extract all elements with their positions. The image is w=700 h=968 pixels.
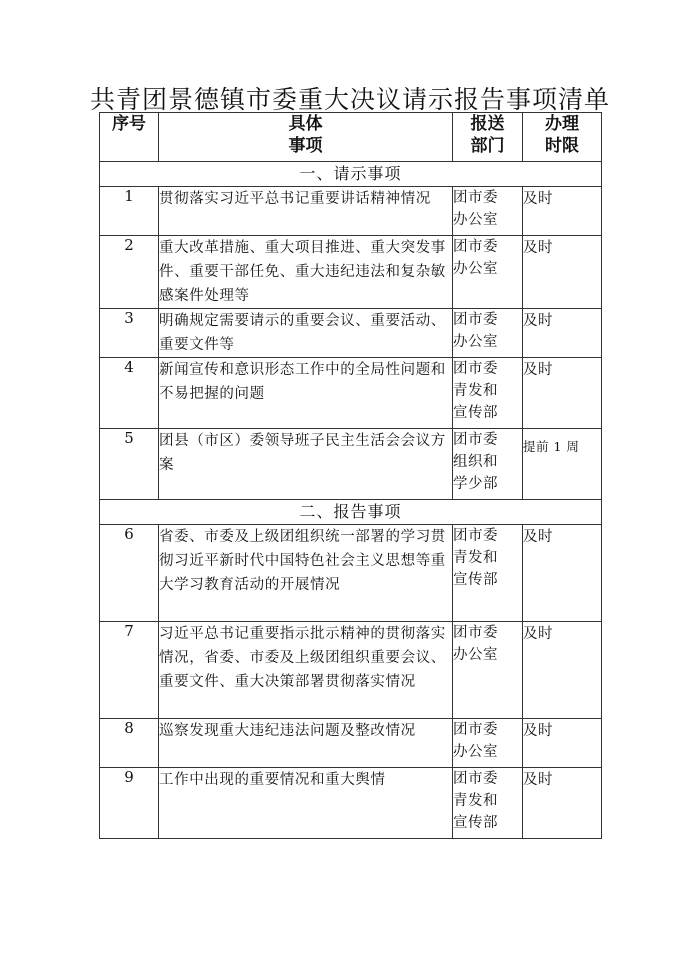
header-limit-line2: 时限 [545, 136, 579, 156]
row-dept-line: 青发和 [453, 550, 498, 566]
row-dept-line: 办公室 [453, 744, 498, 760]
table-row [100, 719, 602, 768]
header-limit-line1: 办理 [545, 114, 579, 134]
row-dept-line: 团市委 [453, 312, 498, 328]
row-dept-line: 青发和 [453, 793, 498, 809]
row-dept-line: 团市委 [453, 239, 498, 255]
table-row [100, 622, 602, 719]
header-no: 序号 [100, 113, 159, 162]
row-number: 9 [100, 768, 159, 839]
row-limit: 及时 [523, 768, 602, 839]
header-item-line2: 事项 [288, 136, 323, 156]
table-row [100, 358, 602, 429]
header-limit [523, 113, 602, 162]
header-dept-line1: 报送 [470, 114, 505, 134]
row-limit: 及时 [523, 236, 602, 309]
row-dept [453, 309, 523, 358]
row-dept [453, 429, 523, 500]
row-dept-line: 学少部 [453, 476, 498, 492]
row-item: 贯彻落实习近平总书记重要讲话精神情况 [159, 187, 453, 236]
row-number: 3 [100, 309, 159, 358]
row-number: 6 [100, 525, 159, 622]
row-item: 习近平总书记重要指示批示精神的贯彻落实情况，省委、市委及上级团组织重要会议、重要文件、重大决策部署贯彻落实情况 [159, 622, 453, 719]
row-item: 省委、市委及上级团组织统一部署的学习贯彻习近平新时代中国特色社会主义思想等重大学习教育活动的开展情况 [159, 525, 453, 622]
row-dept-line: 青发和 [453, 383, 498, 399]
table-row [100, 309, 602, 358]
row-limit: 及时 [523, 622, 602, 719]
row-limit: 及时 [523, 358, 602, 429]
row-dept-line: 办公室 [453, 334, 498, 350]
table-row [100, 187, 602, 236]
row-dept-line: 团市委 [453, 361, 498, 377]
row-dept [453, 768, 523, 839]
row-item: 重大改革措施、重大项目推进、重大突发事件、重要干部任免、重大违纪违法和复杂敏感案件处理等 [159, 236, 453, 309]
row-dept-line: 团市委 [453, 722, 498, 738]
row-dept-line: 宣传部 [453, 405, 498, 421]
row-dept [453, 525, 523, 622]
table-row [100, 525, 602, 622]
row-dept-line: 办公室 [453, 212, 498, 228]
row-dept [453, 719, 523, 768]
header-item [159, 113, 453, 162]
row-limit: 及时 [523, 187, 602, 236]
row-dept-line: 团市委 [453, 771, 498, 787]
row-dept-line: 团市委 [453, 625, 498, 641]
row-item: 工作中出现的重要情况和重大舆情 [159, 768, 453, 839]
matter-list-table [99, 112, 602, 839]
row-dept [453, 187, 523, 236]
row-limit: 及时 [523, 719, 602, 768]
row-dept [453, 622, 523, 719]
row-dept-line: 团市委 [453, 190, 498, 206]
table-row [100, 236, 602, 309]
row-number: 7 [100, 622, 159, 719]
table-row [100, 768, 602, 839]
header-row [100, 113, 602, 162]
header-item-line1: 具体 [288, 114, 323, 134]
row-number: 8 [100, 719, 159, 768]
table-row [100, 429, 602, 500]
row-dept-line: 团市委 [453, 432, 498, 448]
header-dept-line2: 部门 [470, 136, 505, 156]
table-body [100, 113, 602, 839]
row-limit: 提前 1 周 [523, 429, 602, 500]
row-item: 团县（市区）委领导班子民主生活会会议方案 [159, 429, 453, 500]
row-dept-line: 宣传部 [453, 572, 498, 588]
row-dept [453, 358, 523, 429]
section-label: 二、报告事项 [100, 500, 602, 525]
row-dept [453, 236, 523, 309]
row-limit: 及时 [523, 309, 602, 358]
section-row [100, 500, 602, 525]
row-dept-line: 团市委 [453, 528, 498, 544]
row-number: 5 [100, 429, 159, 500]
page-title: 共青团景德镇市委重大决议请示报告事项清单 [89, 85, 610, 114]
row-number: 1 [100, 187, 159, 236]
row-dept-line: 办公室 [453, 261, 498, 277]
section-row [100, 162, 602, 187]
row-dept-line: 办公室 [453, 647, 498, 663]
row-number: 4 [100, 358, 159, 429]
row-number: 2 [100, 236, 159, 309]
section-label: 一、请示事项 [100, 162, 602, 187]
row-item: 新闻宣传和意识形态工作中的全局性问题和不易把握的问题 [159, 358, 453, 429]
header-dept [453, 113, 523, 162]
row-dept-line: 组织和 [453, 454, 498, 470]
row-limit: 及时 [523, 525, 602, 622]
row-item: 明确规定需要请示的重要会议、重要活动、重要文件等 [159, 309, 453, 358]
row-item: 巡察发现重大违纪违法问题及整改情况 [159, 719, 453, 768]
row-dept-line: 宣传部 [453, 815, 498, 831]
